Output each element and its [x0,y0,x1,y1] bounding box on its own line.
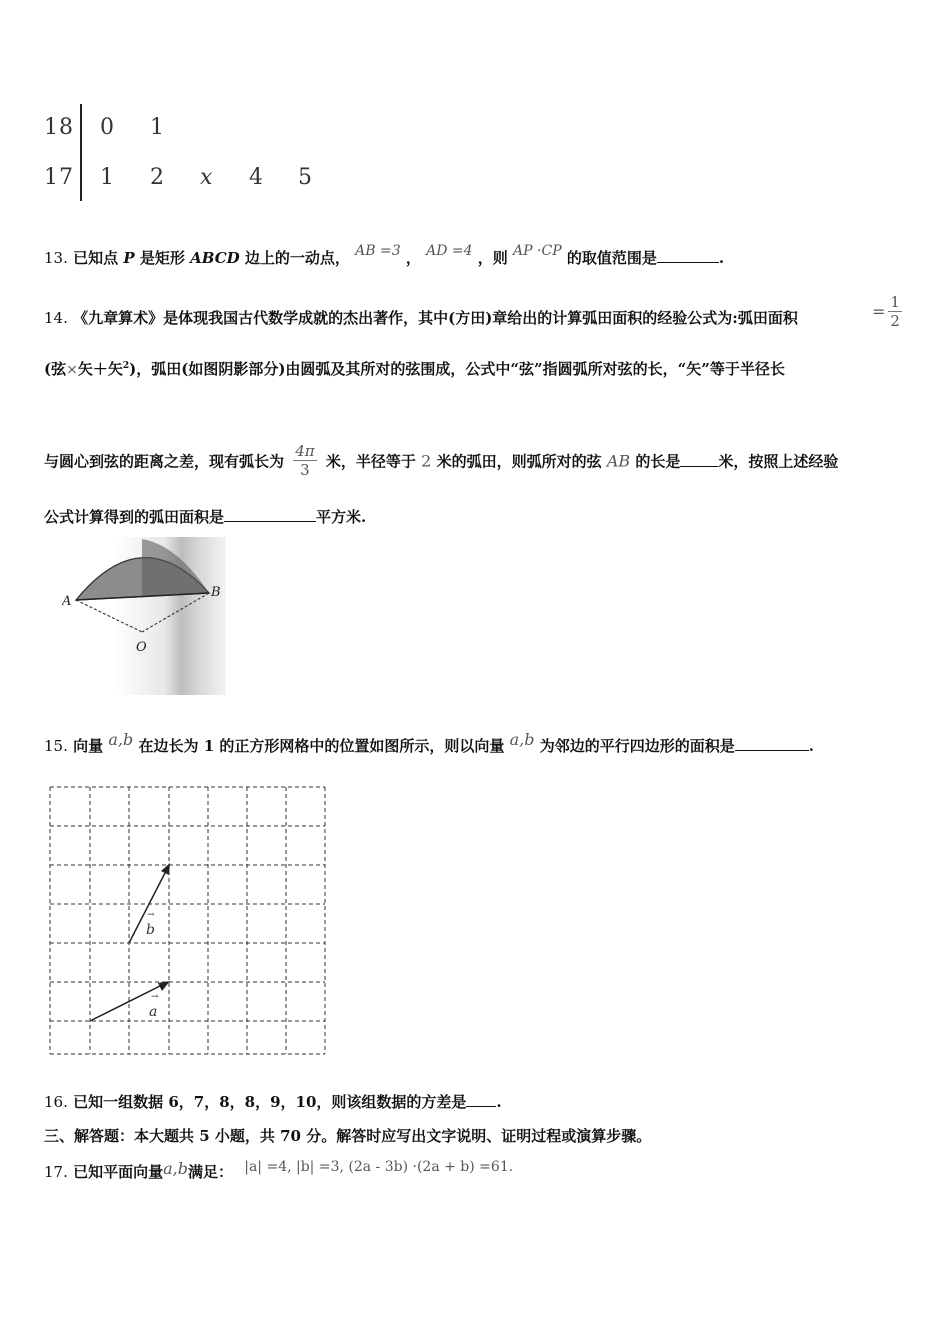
q17-text: 已知平面向量 [73,1163,164,1181]
stem-divider [80,104,82,201]
q15-number: 1 [203,737,215,755]
question-16 [44,1092,502,1112]
q14-text: 米，按照上述经验 [718,452,839,471]
leaf: 0 [100,115,114,140]
leaf: 1 [150,115,164,140]
superscript: 2 [122,361,130,371]
q17-condition: |a| =4, |b| =3, (2a - 3b) ·(2a + b) =61. [244,1159,514,1175]
q15-text: 为邻边的平行四边形的面积是 [539,737,735,755]
vectors-ab: a,b [108,730,134,749]
q13-apcp: AP ·CP [513,243,562,259]
vectors-ab: a,b [163,1159,188,1178]
leaf: 2 [150,165,164,190]
question-17 [44,1159,514,1183]
q16-end: . [496,1093,502,1111]
question-number: 16. [44,1093,68,1111]
q14-text: 平方米. [316,508,367,526]
vector-arrow-symbol: → [147,910,155,920]
q15-text: 向量 [73,737,104,755]
vector-arrow-symbol: → [151,992,159,1002]
question-14-line-1 [44,308,798,328]
q14-text: )，弧田(如图阴影部分)由圆弧及其所对的弦围成，公式中“弦”指圆弧所对弦的长，“矢”等于半径长 [129,360,785,378]
leaf: x [200,165,213,190]
question-number: 14. [44,309,68,327]
q16-text: 已知一组数据 6，7，8，8，9，10，则该组数据的方差是 [73,1093,467,1111]
q17-text: 满足： [187,1163,233,1181]
vector-a-arrowhead [158,981,170,991]
q13-text: 边上的一动点， [244,249,350,267]
q14-text: 的长是 [635,452,681,471]
fraction-denominator: 2 [890,312,900,330]
arc-length-fraction [293,442,316,479]
radius-value: 2 [421,451,432,471]
fraction-numerator: 4π [295,442,315,460]
answer-blank [224,507,316,522]
q13-text: 已知点 [73,249,119,267]
question-14-line-2 [44,356,785,380]
vectors-ab: a,b [509,730,535,749]
q13-ab: AB =3 [355,243,401,259]
q15-text: 在边长为 [138,737,199,755]
fraction-numerator: 1 [890,293,900,311]
q14-text: 米，半径等于 [325,452,416,471]
q13-text: ，则 [477,249,508,267]
question-14-line-3 [44,444,838,481]
question-number: 13. [44,249,68,267]
question-number: 17. [44,1163,68,1181]
q14-text: 矢＋矢 [77,360,123,378]
label-b: B [211,585,221,600]
vector-grid-figure [48,784,330,1060]
equals-sign: = [872,302,886,321]
section-3-heading: 三、解答题：本大题共 5 小题，共 70 分。解答时应写出文字说明、证明过程或演算步骤。 [44,1127,652,1145]
q13-comma: ， [405,249,421,267]
question-number: 15. [44,737,68,755]
answer-blank [657,248,719,263]
q14-text: 米的弧田，则弧所对的弦 [436,452,602,471]
q13-end: . [718,249,725,267]
chord-ab: AB [606,451,631,471]
label-vector-b: b [146,922,155,938]
q15-text: 的正方形网格中的位置如图所示，则以向量 [219,737,505,755]
q15-end: . [808,737,814,755]
question-13 [44,243,725,269]
label-a: A [62,594,72,609]
q14-formula-half [872,293,902,330]
q13-text: 是矩形 [139,249,185,267]
times-sign: × [66,362,78,378]
answer-blank [680,452,718,467]
fraction-denominator: 3 [300,461,310,479]
q14-text: (弦 [44,360,67,378]
leaf: 4 [249,165,263,190]
question-15 [44,730,814,756]
question-14-line-4 [44,507,366,527]
q14-text: 《九章算术》是体现我国古代数学成就的杰出著作，其中(方田)章给出的计算弧田面积的经验公式为:弧田面积 [73,309,798,327]
q13-text: 的取值范围是 [566,249,657,267]
label-o: O [136,640,147,655]
leaf: 1 [100,165,114,190]
leaf: 5 [298,165,312,190]
answer-blank [735,736,809,751]
arc-field-figure [62,537,226,695]
q14-text: 公式计算得到的弧田面积是 [44,508,225,526]
q13-point-p: P [123,249,135,267]
label-vector-a: a [149,1004,158,1020]
q13-ad: AD =4 [426,243,473,259]
q14-text: 与圆心到弦的距离之差，现有弧长为 [44,452,285,471]
fraction-half [888,293,902,330]
dashed-grid [50,787,325,1054]
answer-blank [466,1092,496,1107]
stem-18: 18 [44,115,74,140]
stem-17: 17 [44,165,74,190]
q13-rect-abcd: ABCD [190,249,240,267]
